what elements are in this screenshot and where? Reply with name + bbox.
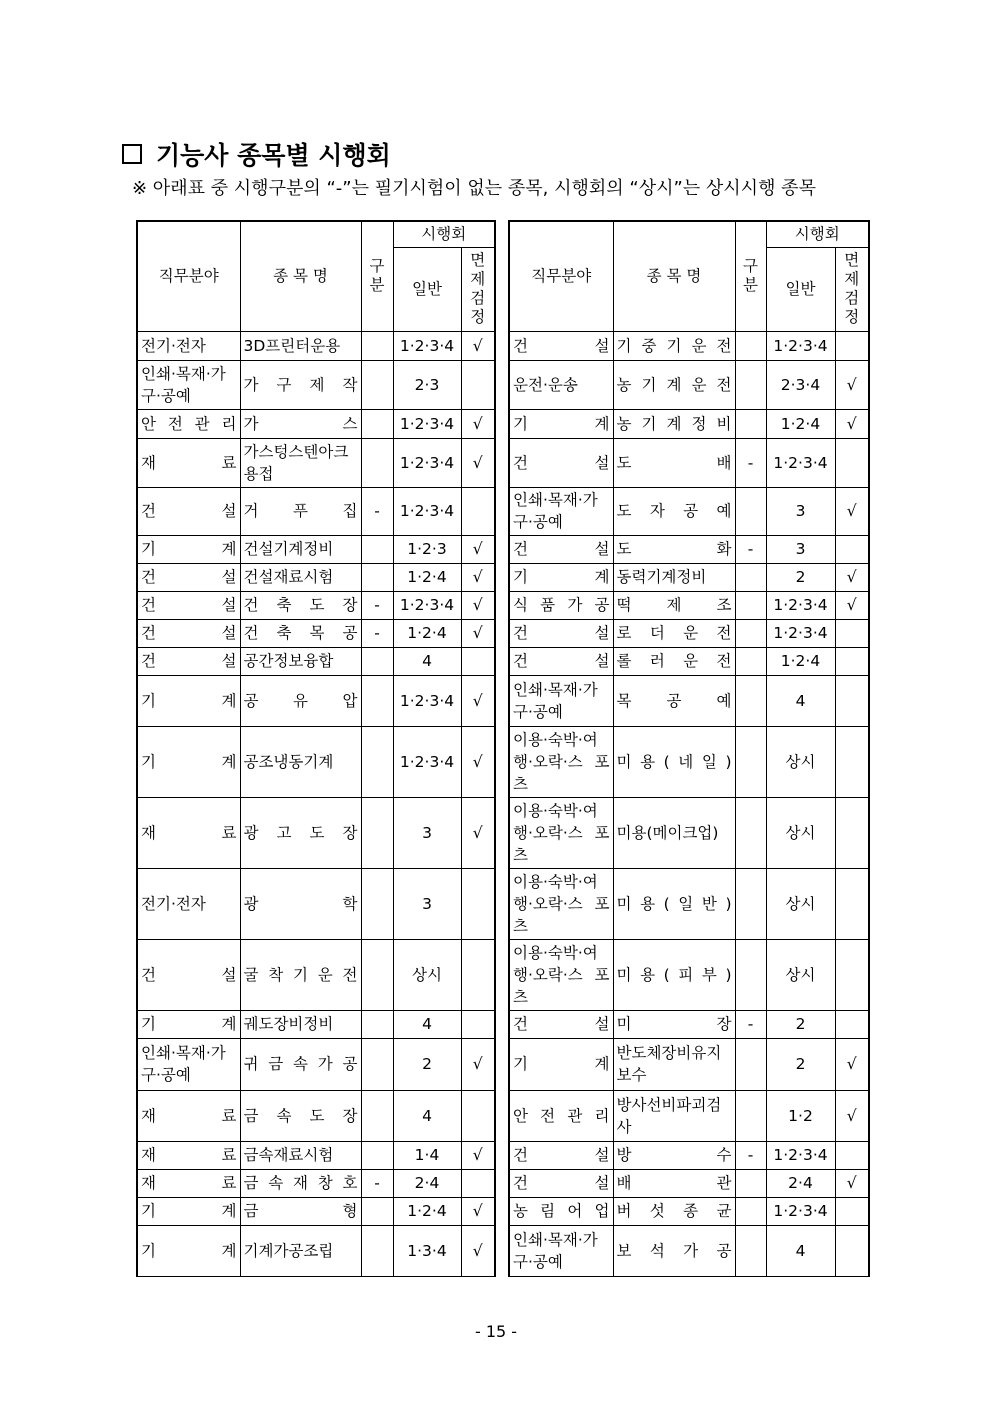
gubun-cell [361, 1090, 393, 1141]
name-cell: 기계가공조립 [240, 1225, 361, 1276]
general-cell: 1·2·3·4 [393, 487, 461, 535]
general-cell: 1·2·3·4 [393, 726, 461, 797]
name-cell: 배 관 [613, 1169, 735, 1197]
name-cell: 가 구 제 작 [240, 360, 361, 409]
name-cell: 도 화 [613, 535, 735, 563]
field-cell: 건 설 [137, 619, 240, 647]
field-cell: 인쇄·목재·가구·공예 [509, 487, 613, 535]
exempt-cell [835, 1141, 869, 1169]
general-cell: 2 [393, 1038, 461, 1090]
gubun-cell [361, 1197, 393, 1225]
gubun-cell: - [361, 1169, 393, 1197]
table-row [509, 360, 869, 409]
field-cell: 기 계 [137, 1197, 240, 1225]
right-schedule-table [508, 220, 870, 1277]
gubun-cell [735, 409, 766, 438]
general-cell: 4 [393, 1010, 461, 1038]
name-cell: 미 장 [613, 1010, 735, 1038]
field-cell: 인쇄·목재·가구·공예 [137, 360, 240, 409]
field-cell: 기 계 [137, 535, 240, 563]
name-cell: 귀 금 속 가 공 [240, 1038, 361, 1090]
header-session: 시행회 [393, 221, 495, 247]
table-row [509, 1038, 869, 1090]
gubun-cell: - [361, 591, 393, 619]
table-row [137, 619, 495, 647]
general-cell: 1·3·4 [393, 1225, 461, 1276]
name-cell: 공조냉동기계 [240, 726, 361, 797]
general-cell: 상시 [766, 939, 835, 1010]
general-cell: 1·2·3·4 [393, 675, 461, 726]
table-row [137, 939, 495, 1010]
exempt-cell: √ [835, 1038, 869, 1090]
general-cell: 1·2·3·4 [393, 331, 461, 360]
header-general: 일반 [393, 247, 461, 331]
field-cell: 기 계 [137, 1225, 240, 1276]
exempt-cell [835, 1197, 869, 1225]
left-schedule-table [136, 220, 496, 1277]
gubun-cell [735, 591, 766, 619]
field-cell: 기 계 [509, 1038, 613, 1090]
general-cell: 상시 [766, 726, 835, 797]
exempt-cell: √ [461, 563, 495, 591]
general-cell: 1·2·3·4 [766, 619, 835, 647]
field-cell: 기 계 [137, 1010, 240, 1038]
field-cell: 건 설 [137, 563, 240, 591]
table-row [509, 331, 869, 360]
exempt-cell [835, 675, 869, 726]
table-row [509, 675, 869, 726]
general-cell: 2 [766, 563, 835, 591]
table-row [137, 591, 495, 619]
section-title-text: 기능사 종목별 시행회 [156, 141, 391, 170]
name-cell: 목 공 예 [613, 675, 735, 726]
general-cell: 2 [766, 1010, 835, 1038]
field-cell: 기 계 [509, 409, 613, 438]
general-cell: 1·2·3·4 [766, 1197, 835, 1225]
exempt-cell [461, 1010, 495, 1038]
general-cell: 4 [393, 647, 461, 675]
exempt-cell: √ [461, 1197, 495, 1225]
exempt-cell: √ [461, 1225, 495, 1276]
exempt-cell [461, 360, 495, 409]
exempt-cell: √ [461, 675, 495, 726]
general-cell: 1·2·4 [393, 563, 461, 591]
general-cell: 2·3 [393, 360, 461, 409]
gubun-cell [361, 1010, 393, 1038]
general-cell: 상시 [393, 939, 461, 1010]
table-row [137, 360, 495, 409]
gubun-cell [361, 1225, 393, 1276]
gubun-cell: - [735, 438, 766, 487]
general-cell: 3 [393, 868, 461, 939]
field-cell: 이용·숙박·여행·오락·스 포 츠 [509, 868, 613, 939]
table-row [509, 535, 869, 563]
exempt-cell [835, 1010, 869, 1038]
general-cell: 1·2·3·4 [766, 1141, 835, 1169]
table-row [509, 1141, 869, 1169]
gubun-cell [361, 868, 393, 939]
gubun-cell [735, 868, 766, 939]
exempt-cell: √ [461, 726, 495, 797]
field-cell: 전기·전자 [137, 868, 240, 939]
general-cell: 1·2·3 [393, 535, 461, 563]
name-cell: 방 수 [613, 1141, 735, 1169]
exempt-cell [461, 939, 495, 1010]
gubun-cell: - [735, 535, 766, 563]
field-cell: 안 전 관 리 [137, 409, 240, 438]
name-cell: 3D프린터운용 [240, 331, 361, 360]
general-cell: 1·2 [766, 1090, 835, 1141]
table-row [509, 1169, 869, 1197]
general-cell: 4 [766, 675, 835, 726]
exempt-cell [461, 647, 495, 675]
gubun-cell [735, 797, 766, 868]
field-cell: 식 품 가 공 [509, 591, 613, 619]
gubun-cell [735, 360, 766, 409]
exempt-cell: √ [461, 1038, 495, 1090]
general-cell: 상시 [766, 797, 835, 868]
exempt-cell: √ [461, 619, 495, 647]
name-cell: 광 학 [240, 868, 361, 939]
general-cell: 2·4 [393, 1169, 461, 1197]
header-name: 종 목 명 [613, 221, 735, 331]
name-cell: 굴 착 기 운 전 [240, 939, 361, 1010]
exempt-cell: √ [461, 797, 495, 868]
exempt-cell [835, 438, 869, 487]
gubun-cell [735, 939, 766, 1010]
general-cell: 1·2·3·4 [766, 331, 835, 360]
page-number: - 15 - [474, 1322, 518, 1341]
field-cell: 건 설 [509, 535, 613, 563]
table-row [137, 563, 495, 591]
general-cell: 1·2·4 [393, 619, 461, 647]
general-cell: 3 [393, 797, 461, 868]
general-cell: 1·2·3·4 [393, 591, 461, 619]
field-cell: 재 료 [137, 1141, 240, 1169]
name-cell: 건설재료시험 [240, 563, 361, 591]
name-cell: 보 석 가 공 [613, 1225, 735, 1276]
exempt-cell: √ [461, 409, 495, 438]
general-cell: 1·2·3·4 [766, 591, 835, 619]
table-row [137, 1038, 495, 1090]
name-cell: 미 용 ( 일 반 ) [613, 868, 735, 939]
exempt-cell: √ [461, 535, 495, 563]
table-row [137, 675, 495, 726]
name-cell: 도 자 공 예 [613, 487, 735, 535]
general-cell: 3 [766, 535, 835, 563]
gubun-cell [361, 360, 393, 409]
general-cell: 4 [393, 1090, 461, 1141]
gubun-cell [735, 1197, 766, 1225]
name-cell: 기 중 기 운 전 [613, 331, 735, 360]
exempt-cell [835, 619, 869, 647]
gubun-cell [735, 487, 766, 535]
name-cell: 건 축 도 장 [240, 591, 361, 619]
name-cell: 금속재료시험 [240, 1141, 361, 1169]
table-row [509, 1225, 869, 1276]
table-row [509, 1090, 869, 1141]
name-cell: 금 속 도 장 [240, 1090, 361, 1141]
table-row [137, 438, 495, 487]
name-cell: 금 형 [240, 1197, 361, 1225]
field-cell: 이용·숙박·여행·오락·스 포 츠 [509, 939, 613, 1010]
field-cell: 전기·전자 [137, 331, 240, 360]
gubun-cell [361, 331, 393, 360]
header-exempt: 면제검정 [461, 247, 495, 331]
section-title [122, 136, 391, 172]
gubun-cell [361, 675, 393, 726]
field-cell: 인쇄·목재·가구·공예 [137, 1038, 240, 1090]
general-cell: 2·3·4 [766, 360, 835, 409]
gubun-cell [735, 1038, 766, 1090]
exempt-cell [461, 1169, 495, 1197]
table-row [509, 939, 869, 1010]
name-cell: 궤도장비정비 [240, 1010, 361, 1038]
general-cell: 1·4 [393, 1141, 461, 1169]
general-cell: 1·2·3·4 [393, 438, 461, 487]
field-cell: 건 설 [137, 939, 240, 1010]
field-cell: 인쇄·목재·가구·공예 [509, 675, 613, 726]
exempt-cell: √ [835, 409, 869, 438]
header-exempt: 면제검정 [835, 247, 869, 331]
table-row [137, 535, 495, 563]
table-row [137, 868, 495, 939]
table-row [509, 487, 869, 535]
field-cell: 재 료 [137, 1169, 240, 1197]
field-cell: 건 설 [509, 331, 613, 360]
exempt-cell: √ [461, 591, 495, 619]
header-general: 일반 [766, 247, 835, 331]
table-row [137, 726, 495, 797]
field-cell: 건 설 [509, 1141, 613, 1169]
field-cell: 건 설 [509, 438, 613, 487]
table-row [509, 726, 869, 797]
gubun-cell: - [361, 487, 393, 535]
gubun-cell [361, 1038, 393, 1090]
gubun-cell [361, 939, 393, 1010]
gubun-cell [735, 1169, 766, 1197]
header-gubun: 구분 [361, 221, 393, 331]
name-cell: 미 용 ( 네 일 ) [613, 726, 735, 797]
name-cell: 가 스 [240, 409, 361, 438]
name-cell: 건 축 목 공 [240, 619, 361, 647]
name-cell: 롤 러 운 전 [613, 647, 735, 675]
general-cell: 1·2·4 [766, 647, 835, 675]
table-row [509, 409, 869, 438]
header-session: 시행회 [766, 221, 869, 247]
field-cell: 인쇄·목재·가구·공예 [509, 1225, 613, 1276]
exempt-cell: √ [835, 360, 869, 409]
field-cell: 농 림 어 업 [509, 1197, 613, 1225]
gubun-cell: - [735, 1141, 766, 1169]
gubun-cell [361, 563, 393, 591]
field-cell: 건 설 [509, 647, 613, 675]
table-note: ※ 아래표 중 시행구분의 “-”는 필기시험이 없는 종목, 시행회의 “상시”는 상시시행 종목 [132, 178, 816, 199]
name-cell: 농 기 계 운 전 [613, 360, 735, 409]
field-cell: 건 설 [509, 619, 613, 647]
exempt-cell [835, 939, 869, 1010]
field-cell: 기 계 [509, 563, 613, 591]
table-row [137, 797, 495, 868]
table-row [137, 1010, 495, 1038]
name-cell: 건설기계정비 [240, 535, 361, 563]
gubun-cell [735, 726, 766, 797]
field-cell: 건 설 [137, 591, 240, 619]
header-gubun: 구분 [735, 221, 766, 331]
name-cell: 버 섯 종 균 [613, 1197, 735, 1225]
gubun-cell [361, 409, 393, 438]
gubun-cell [735, 675, 766, 726]
gubun-cell: - [735, 1010, 766, 1038]
gubun-cell [361, 726, 393, 797]
gubun-cell [735, 647, 766, 675]
name-cell: 금 속 재 창 호 [240, 1169, 361, 1197]
field-cell: 이용·숙박·여행·오락·스 포 츠 [509, 797, 613, 868]
field-cell: 기 계 [137, 726, 240, 797]
gubun-cell [735, 331, 766, 360]
table-row [137, 1225, 495, 1276]
name-cell: 도 배 [613, 438, 735, 487]
general-cell: 4 [766, 1225, 835, 1276]
table-row [137, 409, 495, 438]
general-cell: 1·2·4 [393, 1197, 461, 1225]
exempt-cell: √ [835, 591, 869, 619]
exempt-cell: √ [835, 1090, 869, 1141]
name-cell: 미용(메이크업) [613, 797, 735, 868]
exempt-cell [835, 868, 869, 939]
exempt-cell [835, 1225, 869, 1276]
exempt-cell: √ [461, 438, 495, 487]
exempt-cell [835, 647, 869, 675]
table-row [137, 1169, 495, 1197]
name-cell: 반도체장비유지보수 [613, 1038, 735, 1090]
exempt-cell: √ [461, 331, 495, 360]
general-cell: 상시 [766, 868, 835, 939]
field-cell: 안 전 관 리 [509, 1090, 613, 1141]
name-cell: 떡 제 조 [613, 591, 735, 619]
name-cell: 방사선비파괴검사 [613, 1090, 735, 1141]
table-row [509, 647, 869, 675]
name-cell: 미 용 ( 피 부 ) [613, 939, 735, 1010]
gubun-cell [361, 438, 393, 487]
table-row [509, 563, 869, 591]
right-table-body [509, 331, 869, 1276]
general-cell: 1·2·3·4 [393, 409, 461, 438]
gubun-cell [735, 563, 766, 591]
table-row [509, 1197, 869, 1225]
exempt-cell: √ [835, 1169, 869, 1197]
table-row [137, 331, 495, 360]
header-field: 직무분야 [509, 221, 613, 331]
exempt-cell: √ [835, 487, 869, 535]
field-cell: 건 설 [137, 647, 240, 675]
name-cell: 공간정보융합 [240, 647, 361, 675]
name-cell: 거 푸 집 [240, 487, 361, 535]
header-name: 종 목 명 [240, 221, 361, 331]
exempt-cell [835, 797, 869, 868]
name-cell: 동력기계정비 [613, 563, 735, 591]
name-cell: 농 기 계 정 비 [613, 409, 735, 438]
left-table-body [137, 331, 495, 1276]
field-cell: 건 설 [509, 1010, 613, 1038]
table-row [137, 647, 495, 675]
exempt-cell: √ [461, 1141, 495, 1169]
checkbox-square-icon [122, 144, 142, 164]
table-row [137, 1090, 495, 1141]
general-cell: 1·2·4 [766, 409, 835, 438]
gubun-cell [361, 1141, 393, 1169]
table-row [509, 797, 869, 868]
general-cell: 2·4 [766, 1169, 835, 1197]
name-cell: 광 고 도 장 [240, 797, 361, 868]
gubun-cell [735, 1090, 766, 1141]
table-row [137, 1197, 495, 1225]
table-row [509, 1010, 869, 1038]
name-cell: 공 유 압 [240, 675, 361, 726]
exempt-cell [461, 487, 495, 535]
field-cell: 건 설 [137, 487, 240, 535]
name-cell: 로 더 운 전 [613, 619, 735, 647]
table-row [509, 438, 869, 487]
general-cell: 1·2·3·4 [766, 438, 835, 487]
gubun-cell [735, 1225, 766, 1276]
exempt-cell [461, 1090, 495, 1141]
general-cell: 3 [766, 487, 835, 535]
exempt-cell [461, 868, 495, 939]
name-cell: 가스텅스텐아크용접 [240, 438, 361, 487]
exempt-cell: √ [835, 563, 869, 591]
exempt-cell [835, 726, 869, 797]
gubun-cell [361, 535, 393, 563]
field-cell: 건 설 [509, 1169, 613, 1197]
gubun-cell [735, 619, 766, 647]
field-cell: 이용·숙박·여행·오락·스 포 츠 [509, 726, 613, 797]
table-row [509, 619, 869, 647]
exempt-cell [835, 535, 869, 563]
general-cell: 2 [766, 1038, 835, 1090]
table-row [509, 591, 869, 619]
table-row [509, 868, 869, 939]
gubun-cell [361, 647, 393, 675]
field-cell: 재 료 [137, 797, 240, 868]
gubun-cell [361, 797, 393, 868]
field-cell: 기 계 [137, 675, 240, 726]
header-field: 직무분야 [137, 221, 240, 331]
field-cell: 재 료 [137, 438, 240, 487]
table-row [137, 1141, 495, 1169]
gubun-cell: - [361, 619, 393, 647]
field-cell: 운전·운송 [509, 360, 613, 409]
table-row [137, 487, 495, 535]
field-cell: 재 료 [137, 1090, 240, 1141]
exempt-cell [835, 331, 869, 360]
